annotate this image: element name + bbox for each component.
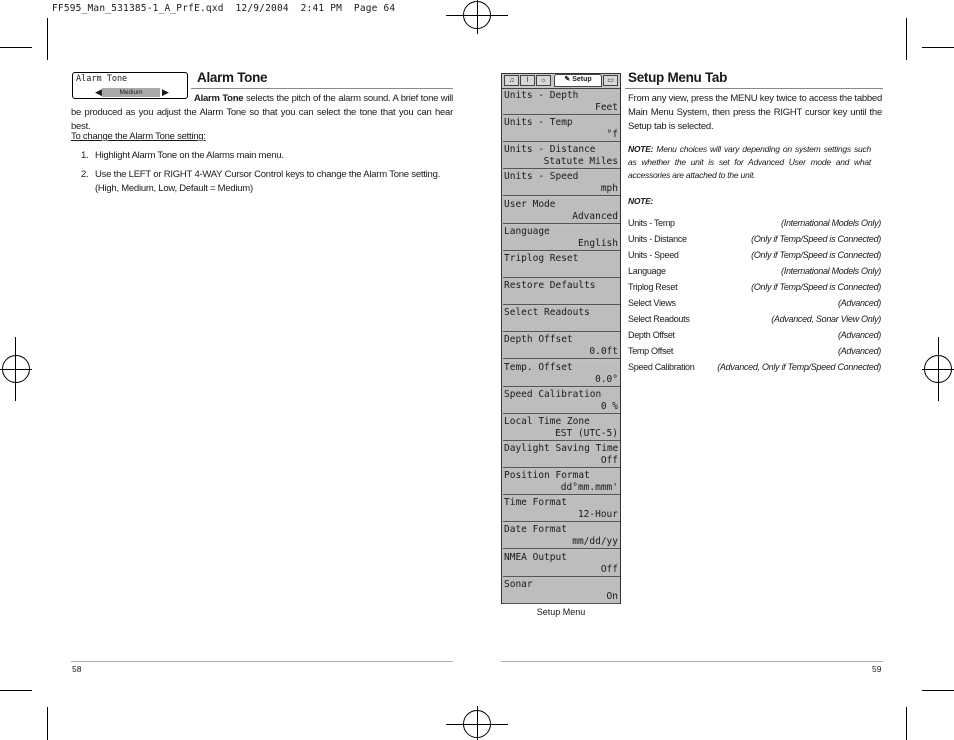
step-number: 1. (81, 150, 89, 161)
alarm-tone-intro: selects the pitch of the alarm sound. A brief tone will be produced as you adjust the Alarm Tone so that you can select the tone that you can hear best. (71, 93, 453, 132)
condition-text: (International Models Only) (781, 265, 881, 276)
condition-row (628, 218, 881, 234)
menu-item-name: Daylight Saving Time (504, 442, 619, 454)
condition-item: Select Readouts (628, 313, 690, 324)
menu-item-name: Triplog Reset (504, 252, 579, 264)
condition-item: Units - Speed (628, 249, 679, 260)
menu-item-value: 0.0° (595, 373, 618, 385)
arrow-left-icon: ◀ (95, 87, 102, 97)
menu-item-name: Restore Defaults (504, 280, 596, 292)
condition-text: (Advanced) (837, 345, 881, 356)
menu-item[interactable] (503, 388, 620, 414)
menu-item-value: 12-Hour (577, 509, 618, 521)
condition-row (628, 362, 881, 378)
condition-text: (Only if Temp/Speed is Connected) (751, 233, 881, 244)
menu-item[interactable] (503, 415, 620, 441)
condition-item: Units - Temp (628, 218, 675, 228)
condition-text: (Advanced) (837, 297, 881, 308)
menu-item[interactable] (503, 578, 620, 604)
condition-row (628, 234, 881, 250)
menu-item[interactable] (503, 198, 620, 224)
view-icon[interactable]: ▭ (603, 75, 618, 86)
menu-item[interactable] (503, 469, 620, 495)
menu-item-value: Off (600, 563, 618, 575)
menu-item[interactable] (503, 496, 620, 522)
condition-row (628, 330, 881, 346)
menu-item-name: Temp. Offset (504, 361, 573, 373)
setup-icon: ✎ (564, 76, 571, 83)
menu-item[interactable] (503, 170, 620, 196)
setup-intro: From any view, press the MENU key twice to access the tabbed Main Menu System, then press the RIGHT cursor key until the Setup tab is selected. (628, 93, 882, 132)
note-text: Menu choices will vary depending on system settings such as whether the unit is set for Advanced User mode and what accessories are attached to the unit. (628, 144, 871, 180)
condition-text: (Advanced, Sonar View Only) (771, 313, 881, 324)
menu-item-value: dd°mm.mmm' (560, 482, 618, 494)
condition-item: Select Views (628, 297, 676, 308)
menu-item[interactable] (503, 143, 620, 169)
condition-row (628, 282, 881, 298)
menu-item-name: Language (504, 225, 550, 237)
page-number-right: 59 (872, 664, 882, 674)
footer-rule (501, 661, 883, 662)
condition-item: Depth Offset (628, 329, 675, 340)
condition-row (628, 346, 881, 362)
menu-item[interactable] (503, 523, 620, 549)
alarm-tone-description (71, 92, 453, 134)
menu-item[interactable] (503, 89, 620, 115)
menu-item-value: Advanced (572, 210, 618, 222)
print-slug: FF595_Man_531385-1_A_PrfE.qxd 12/9/2004 2:41 PM Page 64 (52, 3, 396, 14)
alarm-tone-value: Medium (102, 88, 160, 97)
alarm-tone-screen-label: Alarm Tone (76, 74, 128, 84)
footer-rule (71, 661, 453, 662)
crop-mark (906, 18, 907, 60)
tab-setup[interactable] (554, 74, 602, 87)
crop-mark (47, 18, 48, 60)
note-label-2: NOTE: (628, 196, 654, 206)
menu-item-value: Statute Miles (543, 156, 618, 168)
crop-mark (0, 47, 32, 48)
step-text: Use the LEFT or RIGHT 4-WAY Cursor Control keys to change the Alarm Tone setting. (High, Medium, Low, Default = Medium) (95, 169, 440, 194)
menu-item-name: Select Readouts (504, 307, 590, 319)
condition-text: (Advanced) (837, 329, 881, 340)
crop-mark (906, 707, 907, 740)
menu-item-value: Off (600, 454, 618, 466)
alarm-icon[interactable]: ♫ (504, 75, 519, 86)
crop-mark (922, 47, 954, 48)
menu-item-name: Local Time Zone (504, 415, 590, 427)
menu-item-name: Position Format (504, 470, 590, 482)
condition-row (628, 314, 881, 330)
menu-item[interactable] (503, 361, 620, 387)
step-text: Highlight Alarm Tone on the Alarms main menu. (95, 150, 284, 161)
menu-item[interactable] (503, 279, 620, 305)
title-rule (625, 88, 883, 89)
section-title-setup-menu-tab: Setup Menu Tab (628, 70, 728, 85)
setup-menu-screen (501, 73, 621, 604)
condition-item: Triplog Reset (628, 281, 678, 292)
condition-text: (Only if Temp/Speed is Connected) (751, 281, 881, 292)
menu-item-name: Units - Temp (504, 117, 573, 129)
menu-item-name: Depth Offset (504, 334, 573, 346)
menu-item-value: mm/dd/yy (572, 536, 618, 548)
note-label: NOTE: (628, 144, 654, 154)
note-paragraph (628, 143, 871, 182)
condition-text: (International Models Only) (781, 218, 881, 228)
condition-row (628, 250, 881, 266)
menu-item-value: °f (606, 129, 618, 141)
tab-setup-label: Setup (572, 76, 592, 83)
crop-mark (922, 690, 954, 691)
menu-item[interactable] (503, 225, 620, 251)
condition-row (628, 298, 881, 314)
menu-item[interactable] (503, 551, 620, 577)
menu-item-name: Sonar (504, 578, 533, 590)
menu-item-name: Speed Calibration (504, 388, 602, 400)
menu-item[interactable] (503, 252, 620, 278)
alarm-tone-term: Alarm Tone (194, 93, 244, 104)
menu-item-value: 0.0ft (589, 346, 618, 358)
howto-heading: To change the Alarm Tone setting: (71, 131, 206, 142)
sonar-icon[interactable]: ⌇ (520, 75, 535, 86)
menu-item-name: User Mode (504, 198, 556, 210)
page-number-left: 58 (72, 664, 82, 674)
condition-item: Language (628, 265, 666, 276)
menu-item[interactable] (503, 116, 620, 142)
menu-item-value: English (577, 237, 618, 249)
menu-item-name: Date Format (504, 524, 567, 536)
step-number: 2. (81, 169, 89, 180)
menu-item-value: On (606, 590, 618, 602)
menu-item-name: Units - Distance (504, 144, 596, 156)
figure-caption: Setup Menu (536, 607, 586, 617)
menu-item-name: Units - Speed (504, 171, 579, 183)
crop-mark (0, 690, 32, 691)
condition-row (628, 266, 881, 282)
crop-mark (47, 707, 48, 740)
menu-item[interactable] (503, 442, 620, 468)
menu-item-value: EST (UTC-5) (555, 427, 618, 439)
menu-item-value: 0 % (600, 400, 618, 412)
menu-item-value: Feet (595, 102, 618, 113)
condition-item: Temp Offset (628, 345, 674, 356)
light-icon[interactable]: ☼ (536, 75, 551, 86)
condition-text: (Advanced, Only if Temp/Speed Connected) (717, 361, 881, 372)
menu-item[interactable] (503, 333, 620, 359)
title-rule (191, 88, 453, 89)
condition-text: (Only if Temp/Speed is Connected) (751, 249, 881, 260)
arrow-right-icon: ▶ (162, 87, 169, 97)
menu-item-name: NMEA Output (504, 551, 567, 563)
section-title-alarm-tone: Alarm Tone (197, 70, 268, 85)
menu-item-name: Time Format (504, 497, 567, 509)
menu-tab-bar (502, 74, 620, 89)
menu-item-name: Units - Depth (504, 90, 579, 101)
condition-item: Units - Distance (628, 233, 687, 244)
menu-item[interactable] (503, 306, 620, 332)
condition-item: Speed Calibration (628, 361, 695, 372)
menu-item-value: mph (600, 183, 618, 195)
